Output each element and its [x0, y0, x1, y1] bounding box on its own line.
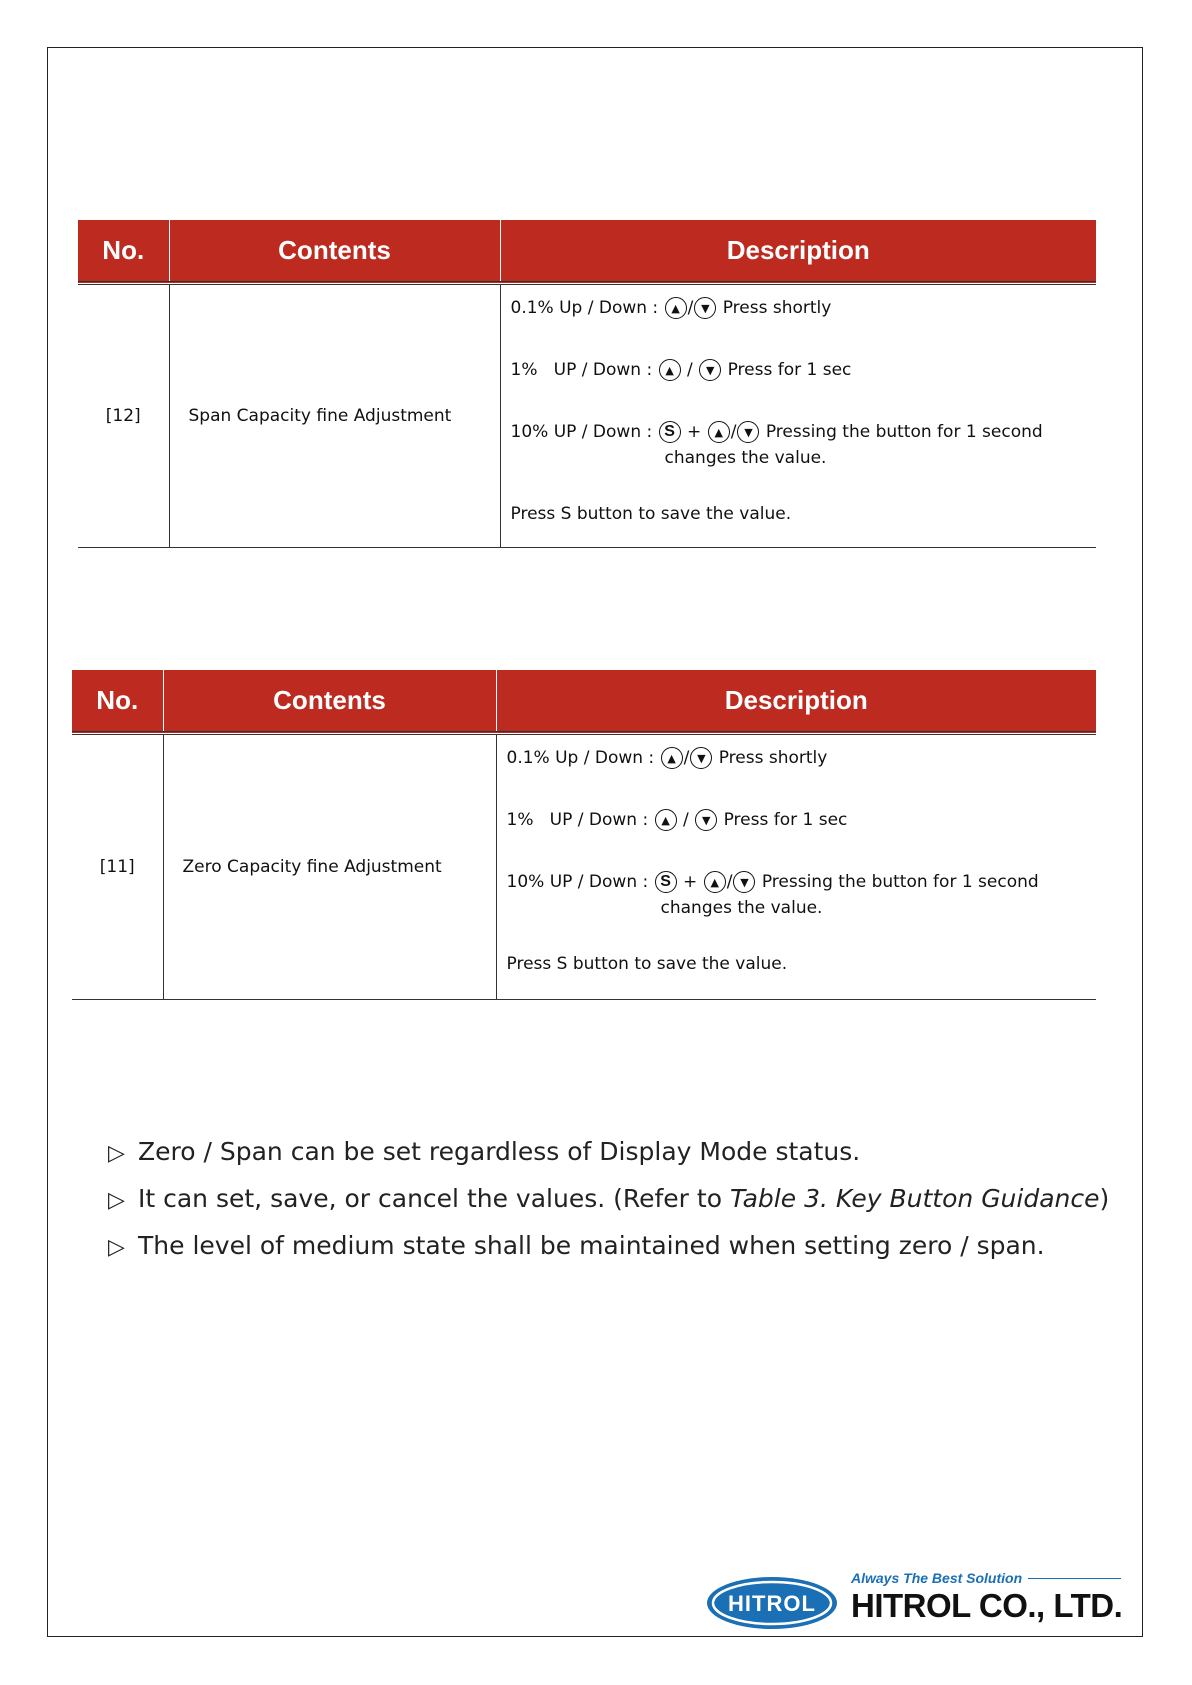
down-key-icon: ▼ [699, 359, 721, 381]
desc-line-fine: 0.1% Up / Down : ▲ / ▼ Press shortly [510, 298, 832, 318]
desc-line-continued: changes the value. [660, 898, 823, 918]
row-contents: Zero Capacity fine Adjustment [163, 733, 496, 999]
zero-table [72, 670, 1096, 1000]
desc-line-10pct: 10% UP / Down : S + ▲ / ▼ Pressing the button for 1 second [510, 422, 1043, 442]
triangle-bullet-icon: ▷ [108, 1235, 125, 1260]
table-row [72, 733, 1096, 999]
s-key-icon: S [659, 421, 681, 443]
up-key-icon: ▲ [659, 359, 681, 381]
tagline: Always The Best Solution [851, 1570, 1121, 1586]
header-no: No. [72, 670, 163, 733]
span-table [78, 220, 1096, 548]
down-key-icon: ▼ [733, 871, 755, 893]
up-key-icon: ▲ [661, 747, 683, 769]
desc-line-10pct: 10% UP / Down : S + ▲ / ▼ Pressing the button for 1 second [506, 872, 1039, 892]
row-number: [11] [72, 733, 163, 999]
table-header-row [78, 220, 1096, 283]
s-key-icon: S [655, 871, 677, 893]
desc-save-note: Press S button to save the value. [506, 954, 788, 974]
row-description [496, 733, 1096, 999]
up-key-icon: ▲ [665, 297, 687, 319]
table-header-row [72, 670, 1096, 733]
row-contents: Span Capacity fine Adjustment [169, 283, 500, 547]
desc-line-1pct: 1% UP / Down : ▲ / ▼ Press for 1 sec [510, 360, 852, 380]
table-row [78, 283, 1096, 547]
header-contents: Contents [163, 670, 496, 733]
notes-list [108, 1128, 1109, 1269]
row-number: [12] [78, 283, 169, 547]
triangle-bullet-icon: ▷ [108, 1188, 125, 1213]
header-description: Description [500, 220, 1096, 283]
down-key-icon: ▼ [694, 297, 716, 319]
note-item: ▷ It can set, save, or cancel the values. (Refer to Table 3. Key Button Guidance) [108, 1175, 1109, 1222]
up-key-icon: ▲ [708, 421, 730, 443]
note-item: ▷ Zero / Span can be set regardless of Display Mode status. [108, 1128, 1109, 1175]
up-key-icon: ▲ [704, 871, 726, 893]
desc-save-note: Press S button to save the value. [510, 504, 792, 524]
desc-line-continued: changes the value. [664, 448, 827, 468]
logo-text: HITROL [728, 1591, 816, 1616]
header-contents: Contents [169, 220, 500, 283]
hitrol-logo [704, 1574, 840, 1632]
header-no: No. [78, 220, 169, 283]
header-description: Description [496, 670, 1096, 733]
row-description [500, 283, 1096, 547]
down-key-icon: ▼ [695, 809, 717, 831]
down-key-icon: ▼ [737, 421, 759, 443]
down-key-icon: ▼ [690, 747, 712, 769]
desc-line-1pct: 1% UP / Down : ▲ / ▼ Press for 1 sec [506, 810, 848, 830]
desc-line-fine: 0.1% Up / Down : ▲ / ▼ Press shortly [506, 748, 828, 768]
table-reference: Table 3. Key Button Guidance [729, 1184, 1100, 1213]
company-brand [851, 1570, 1121, 1626]
company-name: HITROL CO., LTD. [851, 1587, 1123, 1624]
note-item: ▷ The level of medium state shall be maintained when setting zero / span. [108, 1222, 1109, 1269]
up-key-icon: ▲ [655, 809, 677, 831]
triangle-bullet-icon: ▷ [108, 1141, 125, 1166]
